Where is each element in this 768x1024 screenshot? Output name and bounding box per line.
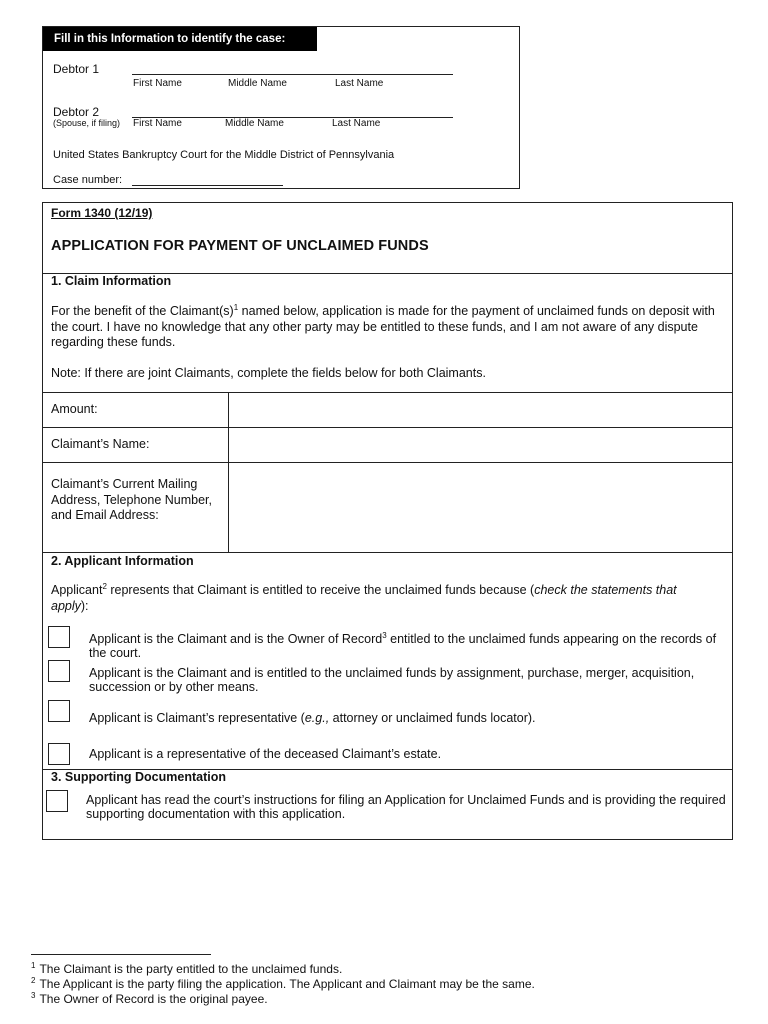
owner-of-record-checkbox[interactable] — [48, 626, 70, 648]
court-name: United States Bankruptcy Court for the Middle District of Pennsylvania — [53, 149, 395, 161]
section1-paragraph: For the benefit of the $Claimant(s)^1$ named below, application is made for the payment of unclaimed funds on deposit with the court. I have no knowledge that any other party may be entitled to these funds, and I am not aware of any dispute regarding these funds. — [51, 302, 715, 349]
representative-option: Applicant is Claimant’s representative (e.g., attorney or unclaimed funds locator). — [89, 711, 536, 725]
estate-representative-option: Applicant is a representative of the deceased Claimant’s estate. — [89, 747, 442, 761]
claimant-name-input[interactable] — [230, 428, 730, 461]
footnote-1: $^1$ The Claimant is the party entitled to the unclaimed funds. — [31, 961, 343, 976]
representative-checkbox[interactable] — [48, 700, 70, 722]
debtor1-middle-name-caption: Middle Name — [228, 78, 287, 89]
footnote-rule — [31, 954, 211, 955]
estate-representative-checkbox[interactable] — [48, 743, 70, 765]
debtor2-last-name-caption: Last Name — [332, 118, 381, 129]
supporting-docs-checkbox[interactable] — [46, 790, 68, 812]
section3-heading: 3. Supporting Documentation — [51, 770, 226, 784]
claimant-address-label: Claimant’s Current Mailing Address, Telephone Number, and Email Address: — [51, 477, 212, 522]
debtor1-name-field[interactable] — [132, 74, 453, 75]
section2-heading: 2. Applicant Information — [51, 554, 194, 568]
owner-of-record-option: Applicant is the Claimant and is the Owner of Record$^3$ entitled to the unclaimed funds appearing on the records of the court. — [89, 630, 717, 660]
footnote-2: $^2$ The Applicant is the party filing the application. The Applicant and Claimant may be the same. — [31, 976, 535, 991]
debtor1-first-name-caption: First Name — [133, 78, 182, 89]
case-info-header: Fill in this Information to identify the case: — [43, 27, 317, 51]
debtor2-middle-name-caption: Middle Name — [225, 118, 284, 129]
assignment-option: Applicant is the Claimant and is entitled to the unclaimed funds by assignment, purchase, merger, acquisition, succession or by other means. — [89, 666, 695, 694]
amount-label: Amount: — [51, 402, 98, 416]
joint-claimants-note: Note: If there are joint Claimants, complete the fields below for both Claimants. — [51, 366, 486, 380]
application-form — [42, 202, 733, 840]
case-info-box — [42, 26, 520, 189]
supporting-docs-option: Applicant has read the court’s instructions for filing an Application for Unclaimed Funds and is providing the required supporting documentation with this application. — [86, 793, 726, 821]
footnote-3: $^3$ The Owner of Record is the original payee. — [31, 991, 268, 1006]
section1-heading: 1. Claim Information — [51, 274, 172, 288]
form-number: Form 1340 (12/19) — [51, 206, 153, 220]
assignment-checkbox[interactable] — [48, 660, 70, 682]
claimant-address-input[interactable] — [230, 463, 730, 551]
amount-input[interactable] — [230, 393, 730, 426]
debtor2-label: Debtor 2 — [53, 105, 100, 119]
divider — [43, 552, 732, 553]
section2-intro: Applicant$^2$ represents that Claimant is entitled to receive the unclaimed funds because (check the statements that apply): — [51, 581, 677, 613]
field-column-divider — [228, 392, 229, 552]
debtor2-first-name-caption: First Name — [133, 118, 182, 129]
claimant-name-label: Claimant’s Name: — [51, 437, 150, 451]
form-title: APPLICATION FOR PAYMENT OF UNCLAIMED FUNDS — [51, 238, 429, 254]
debtor1-label: Debtor 1 — [53, 62, 100, 76]
case-number-label: Case number: — [53, 174, 123, 186]
spouse-note: (Spouse, if filing) — [53, 118, 121, 128]
case-number-field[interactable] — [132, 185, 283, 186]
debtor1-last-name-caption: Last Name — [335, 78, 384, 89]
